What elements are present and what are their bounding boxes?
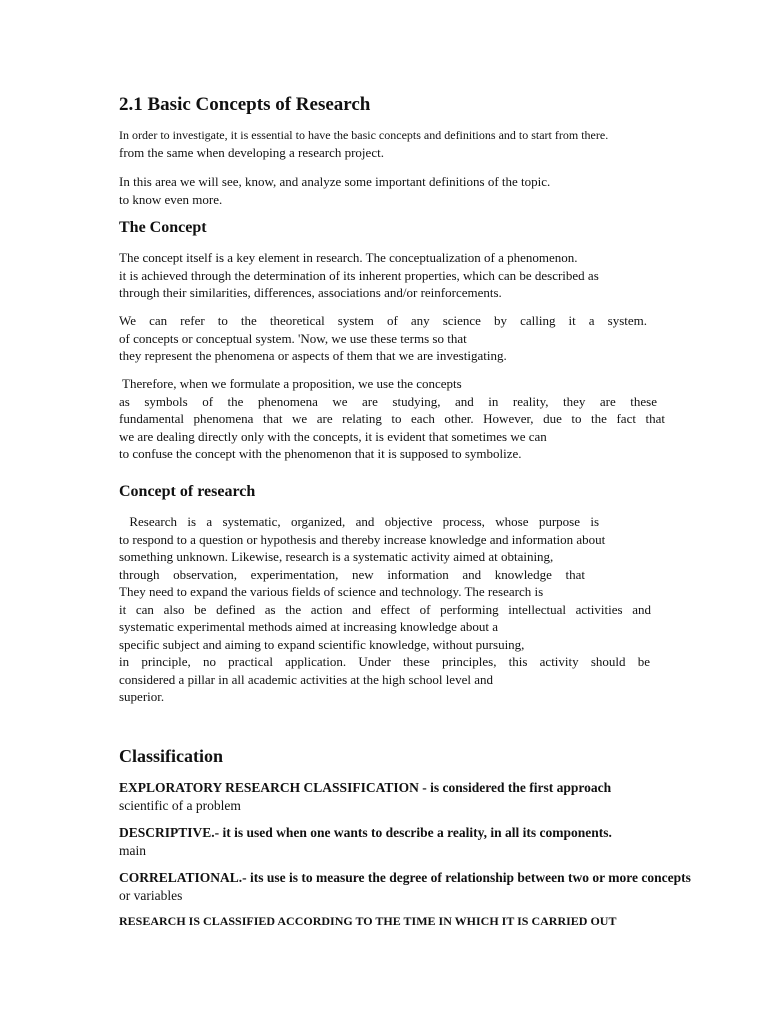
text-line: it can also be defined as the action and effect of performing intellectual activities and: [119, 601, 651, 617]
text-line: to know even more.: [119, 191, 223, 207]
text-line: it is achieved through the determination of its inherent properties, which can be described as: [119, 267, 599, 283]
text-line: in principle, no practical application. Under these principles, this activity should be: [119, 654, 650, 669]
intro-paragraph-2: [119, 173, 550, 208]
text-line: from the same when developing a research project.: [119, 145, 384, 160]
text-line: through their similarities, differences, associations and/or reinforcements.: [119, 285, 502, 300]
text-line: They need to expand the various fields of science and technology. The research is: [119, 584, 544, 599]
classification-continuation: main: [119, 843, 146, 858]
section-heading-classification: Classification: [119, 746, 224, 766]
page-title: 2.1 Basic Concepts of Research: [119, 94, 371, 115]
section-heading-concept: The Concept: [119, 219, 207, 236]
text-line: through observation, experimentation, new information and knowledge that: [119, 566, 585, 582]
text-line: as symbols of the phenomena we are studying, and in reality, they are these: [119, 393, 657, 409]
text-line: considered a pillar in all academic activities at the high school level and: [119, 671, 493, 687]
text-line: The concept itself is a key element in research. The conceptualization of a phenomenon.: [119, 250, 578, 265]
research-paragraph: [119, 513, 651, 706]
text-line: We can refer to the theoretical system of any science by calling it a system.: [119, 313, 647, 328]
text-line: superior.: [119, 689, 165, 704]
section-heading-research: Concept of research: [119, 483, 256, 500]
text-line: In order to investigate, it is essential to have the basic concepts and definitions and to start from there.: [119, 128, 609, 142]
text-line: Therefore, when we formulate a proposition, we use the concepts: [119, 376, 462, 391]
text-line: to confuse the concept with the phenomenon that it is supposed to symbolize.: [119, 446, 522, 461]
text-line: fundamental phenomena that we are relating to each other. However, due to the fact that: [119, 411, 665, 426]
concept-paragraph-2: [119, 312, 647, 365]
classification-term: CORRELATIONAL.- its use is to measure the degree of relationship between two or more concepts: [119, 870, 691, 885]
text-line: something unknown. Likewise, research is a systematic activity aimed at obtaining,: [119, 549, 554, 564]
text-line: to respond to a question or hypothesis and thereby increase knowledge and information about: [119, 531, 606, 547]
classification-continuation: or variables: [119, 888, 183, 903]
text-line: they represent the phenomena or aspects of them that we are investigating.: [119, 348, 507, 363]
text-line: systematic experimental methods aimed at increasing knowledge about a: [119, 619, 499, 634]
classification-item-descriptive: [119, 824, 612, 860]
text-line: Research is a systematic, organized, and objective process, whose purpose is: [119, 514, 600, 529]
text-line: specific subject and aiming to expand scientific knowledge, without pursuing,: [119, 636, 525, 652]
text-line: we are dealing directly only with the concepts, it is evident that sometimes we can: [119, 428, 547, 444]
classification-term: EXPLORATORY RESEARCH CLASSIFICATION - is considered the first approach: [119, 780, 612, 795]
text-line: of concepts or conceptual system. 'Now, we use these terms so that: [119, 330, 467, 346]
concept-paragraph-1: [119, 249, 599, 302]
text-line: In this area we will see, know, and analyze some important definitions of the topic.: [119, 174, 551, 189]
intro-paragraph-1: [119, 127, 608, 162]
classification-item-exploratory: [119, 779, 611, 815]
concept-paragraph-3: [119, 375, 665, 463]
classification-term: DESCRIPTIVE.- it is used when one wants to describe a reality, in all its components.: [119, 825, 612, 840]
classification-item-correlational: [119, 869, 691, 905]
classification-continuation: scientific of a problem: [119, 798, 241, 813]
classification-time-heading: RESEARCH IS CLASSIFIED ACCORDING TO THE TIME IN WHICH IT IS CARRIED OUT: [119, 914, 617, 928]
